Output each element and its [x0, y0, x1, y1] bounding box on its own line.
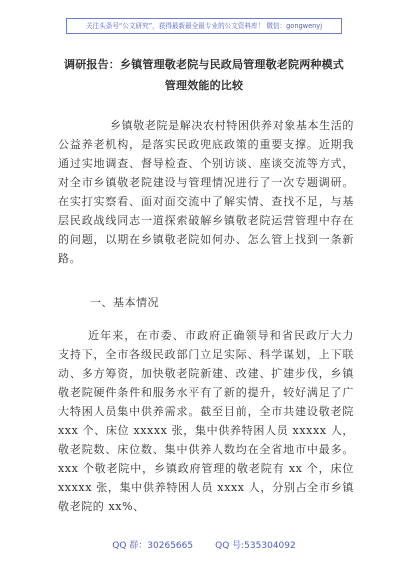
document-title-line-1: 调研报告：乡镇管理敬老院与民政局管理敬老院两种模式	[64, 58, 344, 71]
footer-qq-number: QQ 号:535304092	[215, 541, 296, 551]
header-notice-text: 关注头条号“公文研究”，获得最新最全最专业的公文资料库！ 微信：gongwenyj	[85, 22, 323, 30]
document-title-line-2: 管理效能的比较	[164, 79, 244, 92]
footer-contact	[0, 538, 408, 551]
section-heading-basic-situation: 一、基本情况	[90, 296, 159, 309]
footer-qq-group: QQ 群：30265665	[112, 541, 194, 551]
intro-paragraph: 乡镇敬老院是解决农村特困供养对象基本生活的公益养老机构，是落实民政兜底政策的重要支撑。近期我通过实地调查、督导检查、个别访谈、座谈交流等方式，对全市乡镇敬老院建设与管理情况进行了一次专题调研。在实打实察看、面对面交流中了解实情、查找不足，与基层民政战线同志一道探索破解乡镇敬老院运营管理中存在的问题，以期在乡镇敬老院如何办、怎么管上找到一条新路。	[58, 119, 354, 265]
header-notice-box	[66, 18, 342, 34]
basic-situation-paragraph: 近年来，在市委、市政府正确领导和省民政厅大力支持下，全市各级民政部门立足实际、科学谋划，上下联动、多方筹资，加快敬老院新建、改建、扩建步伐，乡镇敬老院硬件条件和服务水平有了新的提升，较好满足了广大特困人员集中供养需求。截至目前，全市共建设敬老院 xxx 个、床位 xxxxx 张，集中供养特困人员 xxxxx 人，敬老院数、床位数、集中供养人数均在全省地市中最多。xxx 个敬老院中，乡镇政府管理的敬老院有 xx 个，床位 xxxxx 张，集中供养特困人员 xxxx 人，分别占全市乡镇敬老院的 xx%、	[58, 329, 354, 513]
